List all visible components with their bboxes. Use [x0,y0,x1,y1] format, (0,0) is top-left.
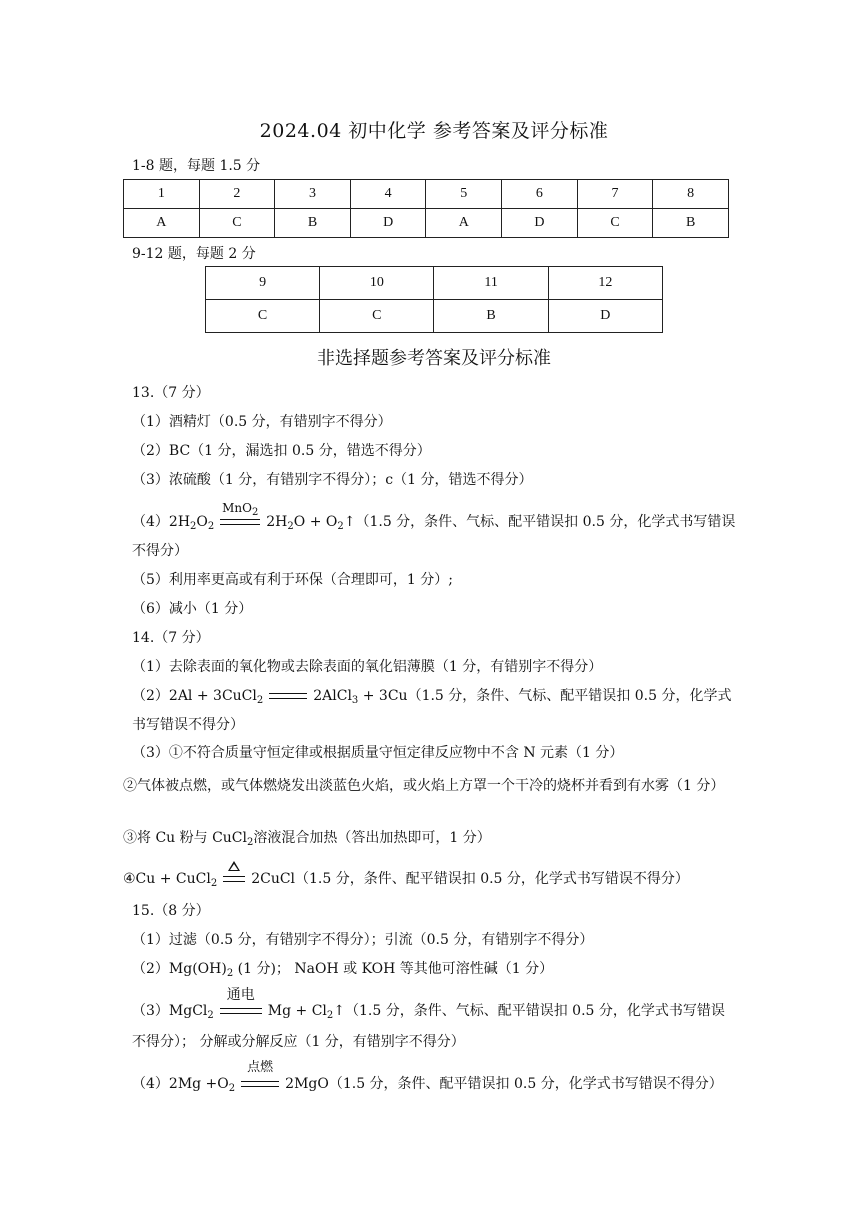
answer-table-9-12 [205,266,663,333]
table-cell: 10 [320,267,434,300]
table-cell: 6 [502,180,578,209]
equation-text: 2CuCl（1.5 分，条件、配平错误扣 0.5 分，化学式书写错误不得分） [251,871,689,887]
answer-text: ③将 Cu 粉与 CuCl [123,830,247,846]
equation-text: 2H [266,514,288,530]
equation-text: ↑（1.5 分，条件、气标、配平错误扣 0.5 分，化学式书写错误 [333,1003,725,1019]
equation-text: （3）MgCl [132,1003,208,1019]
subscript: 2 [210,878,218,889]
q13-answer-4-cont: 不得分） [132,543,188,559]
equation-text: （4）2H [132,514,191,530]
equals-bar [269,693,307,699]
reaction-condition [241,1060,279,1094]
table-row-answers [124,209,729,238]
table-cell: 4 [350,180,426,209]
table-cell: 5 [426,180,502,209]
q14-answer-2-equation [132,686,731,706]
subscript: 2 [207,1010,214,1021]
table-cell: 8 [653,180,729,209]
equals-bar [220,519,260,525]
q15-answer-2 [132,959,553,979]
table-row-answers [206,300,663,333]
q14-answer-2-cont: 书写错误不得分） [132,717,244,733]
subscript: 2 [287,521,294,532]
equation-text: 2MgO（1.5 分，条件、配平错误扣 0.5 分，化学式书写错误不得分） [285,1076,723,1092]
q15-answer-1: （1）过滤（0.5 分，有错别字不得分）；引流（0.5 分，有错别字不得分） [132,932,594,948]
subscript: 2 [247,837,254,848]
equation-text: ④Cu + CuCl [123,871,211,887]
q14-answer-3-3 [123,828,491,848]
equation-text: Mg + Cl [267,1003,327,1019]
equation-text: （2）2Al + 3CuCl [132,688,257,704]
answer-text: （2）Mg(OH) [132,961,227,977]
q15-heading: 15.（8 分） [132,903,210,919]
table-cell: C [199,209,275,238]
table-cell: B [653,209,729,238]
q13-answer-6: （6）减小（1 分） [132,601,253,617]
subscript: 2 [256,695,264,706]
subscript: 2 [228,1083,236,1094]
table-cell: 7 [577,180,653,209]
q14-answer-3-2: ②气体被点燃，或气体燃烧发出淡蓝色火焰，或火焰上方罩一个干冷的烧杯并看到有水雾（1 分） [123,778,725,794]
table-row-numbers [124,180,729,209]
equals-bar [241,1081,279,1087]
table-cell: B [275,209,351,238]
equals-bar [220,1008,262,1014]
answer-text: 溶液混合加热（答出加热即可，1 分） [253,830,491,846]
q13-answer-5: （5）利用率更高或有利于环保（合理即可，1 分）; [132,572,453,588]
section-9-12-label: 9-12 题，每题 2 分 [132,246,256,262]
answer-table-1-8 [123,179,729,238]
table-cell: D [502,209,578,238]
subscript: 2 [190,521,197,532]
table-cell: 3 [275,180,351,209]
subscript: 2 [337,521,344,532]
table-cell: 2 [199,180,275,209]
q13-answer-1: （1）酒精灯（0.5 分，有错别字不得分） [132,414,392,430]
q13-answer-2: （2）BC（1 分，漏选扣 0.5 分，错选不得分） [132,443,431,459]
equation-text: （4）2Mg +O [132,1076,229,1092]
table-cell: C [577,209,653,238]
table-cell: D [548,300,662,333]
table-cell: 12 [548,267,662,300]
q14-answer-3-4-equation [123,869,689,889]
table-row-numbers [206,267,663,300]
q13-heading: 13.（7 分） [132,385,210,401]
table-cell: A [124,209,200,238]
table-cell: A [426,209,502,238]
equation-text: + 3Cu（1.5 分，条件、气标、配平错误扣 0.5 分，化学式 [358,688,732,704]
condition-label: 点燃 [247,1060,274,1075]
subscript: 2 [226,968,234,979]
table-cell: 1 [124,180,200,209]
q14-heading: 14.（7 分） [132,630,210,646]
equation-text: 2AlCl [313,688,352,704]
subscript: 2 [326,1010,334,1021]
q15-answer-3-equation [132,987,725,1021]
table-cell: C [320,300,434,333]
equation-text: O + O [293,514,338,530]
q14-answer-1: （1）去除表面的氧化物或去除表面的氧化铝薄膜（1 分，有错别字不得分） [132,659,603,675]
table-cell: B [434,300,548,333]
reaction-condition [269,686,307,706]
table-cell: 9 [206,267,320,300]
reaction-condition [223,869,245,889]
q15-answer-4-equation [132,1060,723,1094]
q13-answer-4-equation [132,501,736,532]
table-cell: 11 [434,267,548,300]
table-cell: C [206,300,320,333]
reaction-condition [220,501,260,532]
reaction-condition [220,987,262,1021]
table-cell: D [350,209,426,238]
q14-answer-3-1: （3）①不符合质量守恒定律或根据质量守恒定律反应物中不含 N 元素（1 分） [132,745,624,761]
condition-label: 通电 [226,987,255,1003]
equation-text: ↑（1.5 分，条件、气标、配平错误扣 0.5 分，化学式书写错误 [343,514,736,530]
condition-label: MnO$_2$ [222,501,259,518]
subscript: 2 [207,521,215,532]
equation-text: O [196,514,208,530]
answer-text: (1 分)； NaOH 或 KOH 等其他可溶性碱（1 分） [233,961,554,977]
q15-answer-3-cont: 不得分）； 分解或分解反应（1 分，有错别字不得分） [132,1034,465,1050]
subscript: 3 [351,695,359,706]
page-title: 2024.04 初中化学 参考答案及评分标准 [259,120,609,142]
section-1-8-label: 1-8 题，每题 1.5 分 [132,158,261,174]
q13-answer-3: （3）浓硫酸（1 分，有错别字不得分）；c（1 分，错选不得分） [132,472,533,488]
heat-triangle-icon [223,857,245,877]
section-subtitle: 非选择题参考答案及评分标准 [317,348,551,369]
